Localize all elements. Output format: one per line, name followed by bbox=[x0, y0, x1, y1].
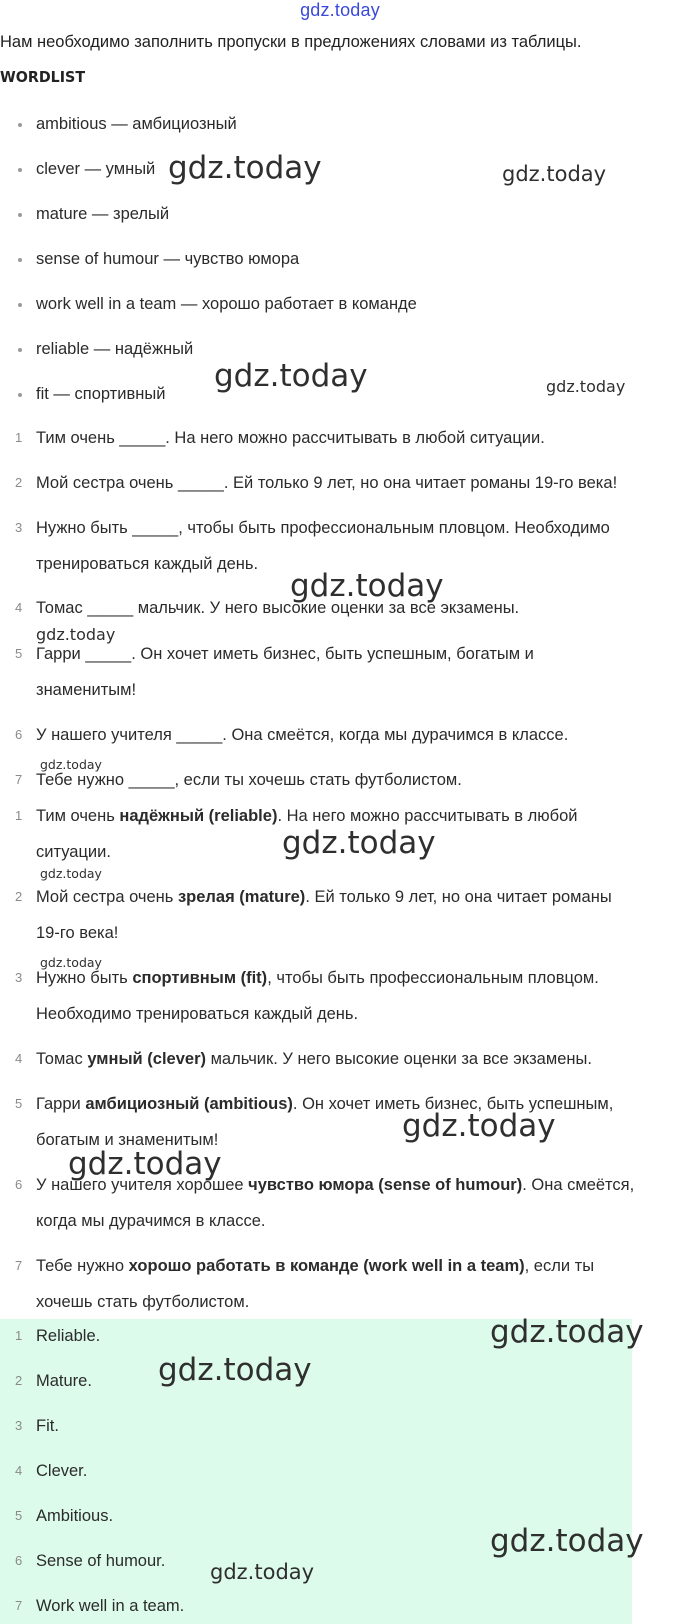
watermark: gdz.today bbox=[290, 568, 444, 604]
wordlist-heading: WORDLIST bbox=[0, 68, 86, 86]
bullet-icon bbox=[18, 393, 22, 397]
list-item: mature — зрелый bbox=[0, 204, 680, 249]
list-item: clever — умный bbox=[0, 159, 680, 204]
watermark: gdz.today bbox=[40, 757, 102, 772]
list-item: ambitious — амбициозный bbox=[0, 114, 680, 159]
watermark: gdz.today bbox=[282, 825, 436, 861]
bullet-icon bbox=[18, 168, 22, 172]
watermark: gdz.today bbox=[36, 625, 116, 644]
watermark: gdz.today bbox=[40, 866, 102, 881]
watermark: gdz.today bbox=[168, 150, 322, 186]
watermark: gdz.today bbox=[502, 162, 607, 186]
bullet-icon bbox=[18, 213, 22, 217]
bullet-icon bbox=[18, 303, 22, 307]
bullet-icon bbox=[18, 348, 22, 352]
watermark: gdz.today bbox=[490, 1314, 644, 1350]
bullet-icon bbox=[18, 123, 22, 127]
watermark: gdz.today bbox=[210, 1560, 315, 1584]
list-item: reliable — надёжный bbox=[0, 339, 680, 384]
watermark: gdz.today bbox=[40, 955, 102, 970]
bullet-icon bbox=[18, 258, 22, 262]
watermark: gdz.today bbox=[490, 1523, 644, 1559]
list-item: sense of humour — чувство юмора bbox=[0, 249, 680, 294]
list-item: fit — спортивный bbox=[0, 384, 680, 429]
watermark: gdz.today bbox=[402, 1108, 556, 1144]
watermark: gdz.today bbox=[68, 1146, 222, 1182]
watermark: gdz.today bbox=[546, 377, 626, 396]
site-logo[interactable]: gdz.today bbox=[300, 0, 380, 20]
list-item: work well in a team — хорошо работает в команде bbox=[0, 294, 680, 339]
watermark: gdz.today bbox=[214, 358, 368, 394]
intro-text: Нам необходимо заполнить пропуски в предложениях словами из таблицы. bbox=[0, 33, 582, 51]
watermark: gdz.today bbox=[158, 1352, 312, 1388]
